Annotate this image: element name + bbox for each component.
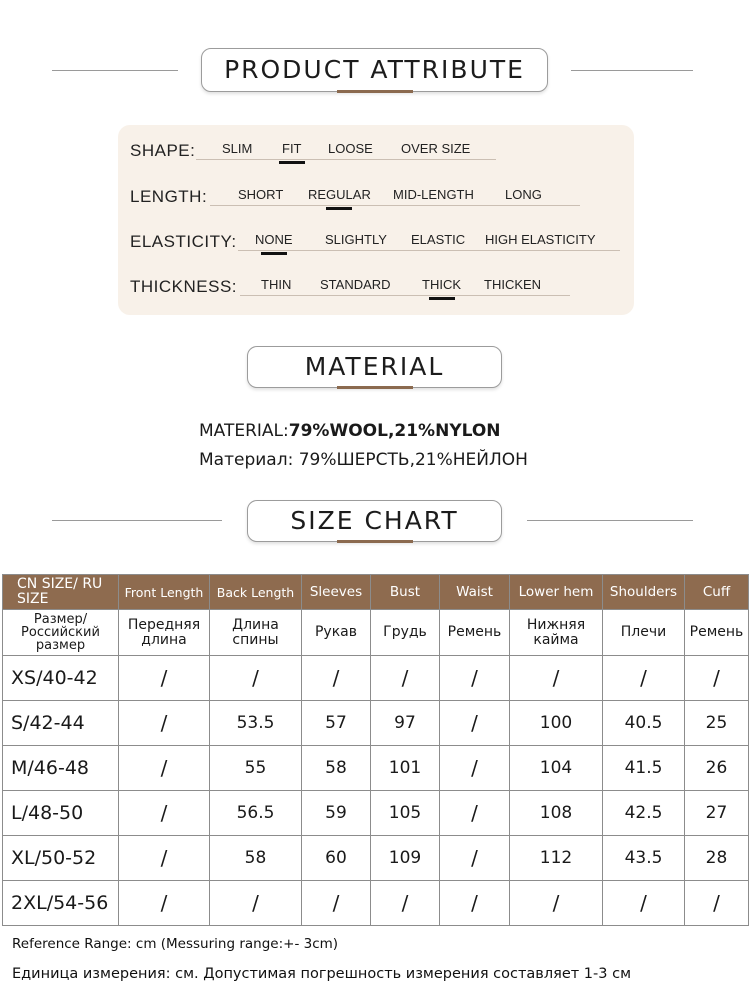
table-cell: / [119,791,210,836]
table-cell: 57 [302,701,371,746]
col-header-ru: Передняя длина [119,610,210,656]
table-cell: / [119,881,210,926]
table-header-en-row [3,575,749,610]
table-cell: / [685,656,749,701]
table-cell: 41.5 [603,746,685,791]
col-header-ru: Рукав [302,610,371,656]
section-title: SIZE CHART [290,506,459,535]
header-title-pill [201,48,548,92]
size-chart-table [2,574,749,926]
table-cell: 109 [371,836,440,881]
attr-option: MID-LENGTH [393,187,474,202]
attr-option: SLIGHTLY [325,232,387,247]
table-cell: 25 [685,701,749,746]
material-header [0,346,750,392]
col-header: Bust [371,575,440,610]
size-label-cell: S/42-44 [3,701,119,746]
table-cell: / [440,701,510,746]
table-cell: 112 [510,836,603,881]
table-cell: 59 [302,791,371,836]
header-accent-bar [337,386,413,389]
header-accent-bar [337,540,413,543]
reference-range-ru: Единица измерения: см. Допустимая погрешность измерения составляет 1-3 см [12,966,632,982]
table-cell: 105 [371,791,440,836]
material-en-value: 79%WOOL,21%NYLON [288,421,501,441]
table-cell: 42.5 [603,791,685,836]
col-header: Back Length [210,575,302,610]
attr-option: NONE [255,232,293,247]
attr-label: LENGTH: [130,187,208,206]
col-header-ru: Длина спины [210,610,302,656]
col-header: Waist [440,575,510,610]
selected-marker [279,161,305,164]
table-cell: / [210,656,302,701]
table-cell: / [440,881,510,926]
attr-underline [238,250,620,251]
table-cell: / [119,746,210,791]
table-cell: 43.5 [603,836,685,881]
product-attribute-box [118,125,634,315]
table-cell: 60 [302,836,371,881]
material-en [199,421,501,441]
col-header-ru: Ремень [685,610,749,656]
table-cell: 100 [510,701,603,746]
table-cell: / [119,701,210,746]
attr-option: LOOSE [328,141,373,156]
col-header-ru: Плечи [603,610,685,656]
table-cell: 53.5 [210,701,302,746]
material-ru-label: Материал: [199,450,294,470]
attr-row-thickness [118,275,634,315]
selected-marker [326,207,352,210]
col-header: Lower hem [510,575,603,610]
section-title: MATERIAL [304,352,445,381]
attr-option: HIGH ELASTICITY [485,232,596,247]
size-label-cell: M/46-48 [3,746,119,791]
table-cell: 56.5 [210,791,302,836]
section-title: PRODUCT ATTRIBUTE [224,55,525,84]
attr-option: REGULAR [308,187,371,202]
header-rule-right [571,70,693,71]
table-cell: / [371,656,440,701]
col-header: Sleeves [302,575,371,610]
table-cell: / [440,836,510,881]
col-header-ru: Ремень [440,610,510,656]
table-cell: / [510,881,603,926]
header-title-pill [247,346,502,388]
table-cell: / [440,656,510,701]
table-row [3,791,749,836]
table-row [3,836,749,881]
col-header: Cuff [685,575,749,610]
table-cell: / [302,656,371,701]
table-cell: 104 [510,746,603,791]
col-header: Front Length [119,575,210,610]
table-cell: / [119,836,210,881]
attr-option: THICKEN [484,277,542,292]
col-header-ru: Нижняя кайма [510,610,603,656]
table-cell: / [371,881,440,926]
table-cell: 108 [510,791,603,836]
attr-label: ELASTICITY: [130,232,237,251]
selected-marker [261,252,287,255]
col-header: CN SIZE/ RU SIZE [3,575,119,610]
reference-range-en: Reference Range: cm (Messuring range:+- 3cm) [12,936,339,952]
table-cell: 58 [302,746,371,791]
table-cell: 55 [210,746,302,791]
attr-label: THICKNESS: [130,277,238,296]
attr-option: STANDARD [320,277,391,292]
attr-option: OVER SIZE [401,141,471,156]
table-cell: 58 [210,836,302,881]
attr-underline [210,205,580,206]
table-row [3,881,749,926]
size-label-cell: 2XL/54-56 [3,881,119,926]
size-label-cell: XS/40-42 [3,656,119,701]
header-rule-left [52,520,222,521]
table-cell: 40.5 [603,701,685,746]
table-cell: / [210,881,302,926]
size-label-cell: XL/50-52 [3,836,119,881]
attr-row-elasticity [118,229,634,269]
col-header: Shoulders [603,575,685,610]
attr-option: FIT [282,141,302,156]
table-cell: / [685,881,749,926]
table-cell: / [440,746,510,791]
table-cell: 97 [371,701,440,746]
header-rule-left [52,70,178,71]
size-label-cell: L/48-50 [3,791,119,836]
table-header-ru-row [3,610,749,656]
product-attribute-header [0,48,750,94]
col-header-ru: Размер/ Российский размер [3,610,119,656]
table-cell: / [603,656,685,701]
attr-option: THIN [261,277,292,292]
header-rule-right [527,520,693,521]
table-cell: / [119,656,210,701]
attr-option: THICK [422,277,461,292]
table-row [3,656,749,701]
table-row [3,746,749,791]
header-accent-bar [337,90,413,93]
material-en-label: MATERIAL: [199,421,289,441]
attr-row-length [118,185,634,225]
size-chart-header [0,500,750,546]
col-header-ru: Грудь [371,610,440,656]
table-cell: 26 [685,746,749,791]
attr-underline [196,159,496,160]
attr-option: SLIM [222,141,253,156]
size-table-body [3,656,749,926]
attr-option: SHORT [238,187,284,202]
attr-row-shape [118,139,634,179]
attr-option: LONG [505,187,542,202]
header-title-pill [247,500,502,542]
table-cell: 28 [685,836,749,881]
table-row [3,701,749,746]
table-cell: / [440,791,510,836]
selected-marker [429,297,455,300]
table-cell: / [603,881,685,926]
table-cell: 27 [685,791,749,836]
table-cell: / [510,656,603,701]
table-cell: 101 [371,746,440,791]
table-cell: / [302,881,371,926]
attr-option: ELASTIC [411,232,466,247]
attr-label: SHAPE: [130,141,196,160]
attr-underline [240,295,570,296]
material-ru [199,450,528,470]
material-ru-value: 79%ШЕРСТЬ,21%НЕЙЛОН [298,450,528,470]
